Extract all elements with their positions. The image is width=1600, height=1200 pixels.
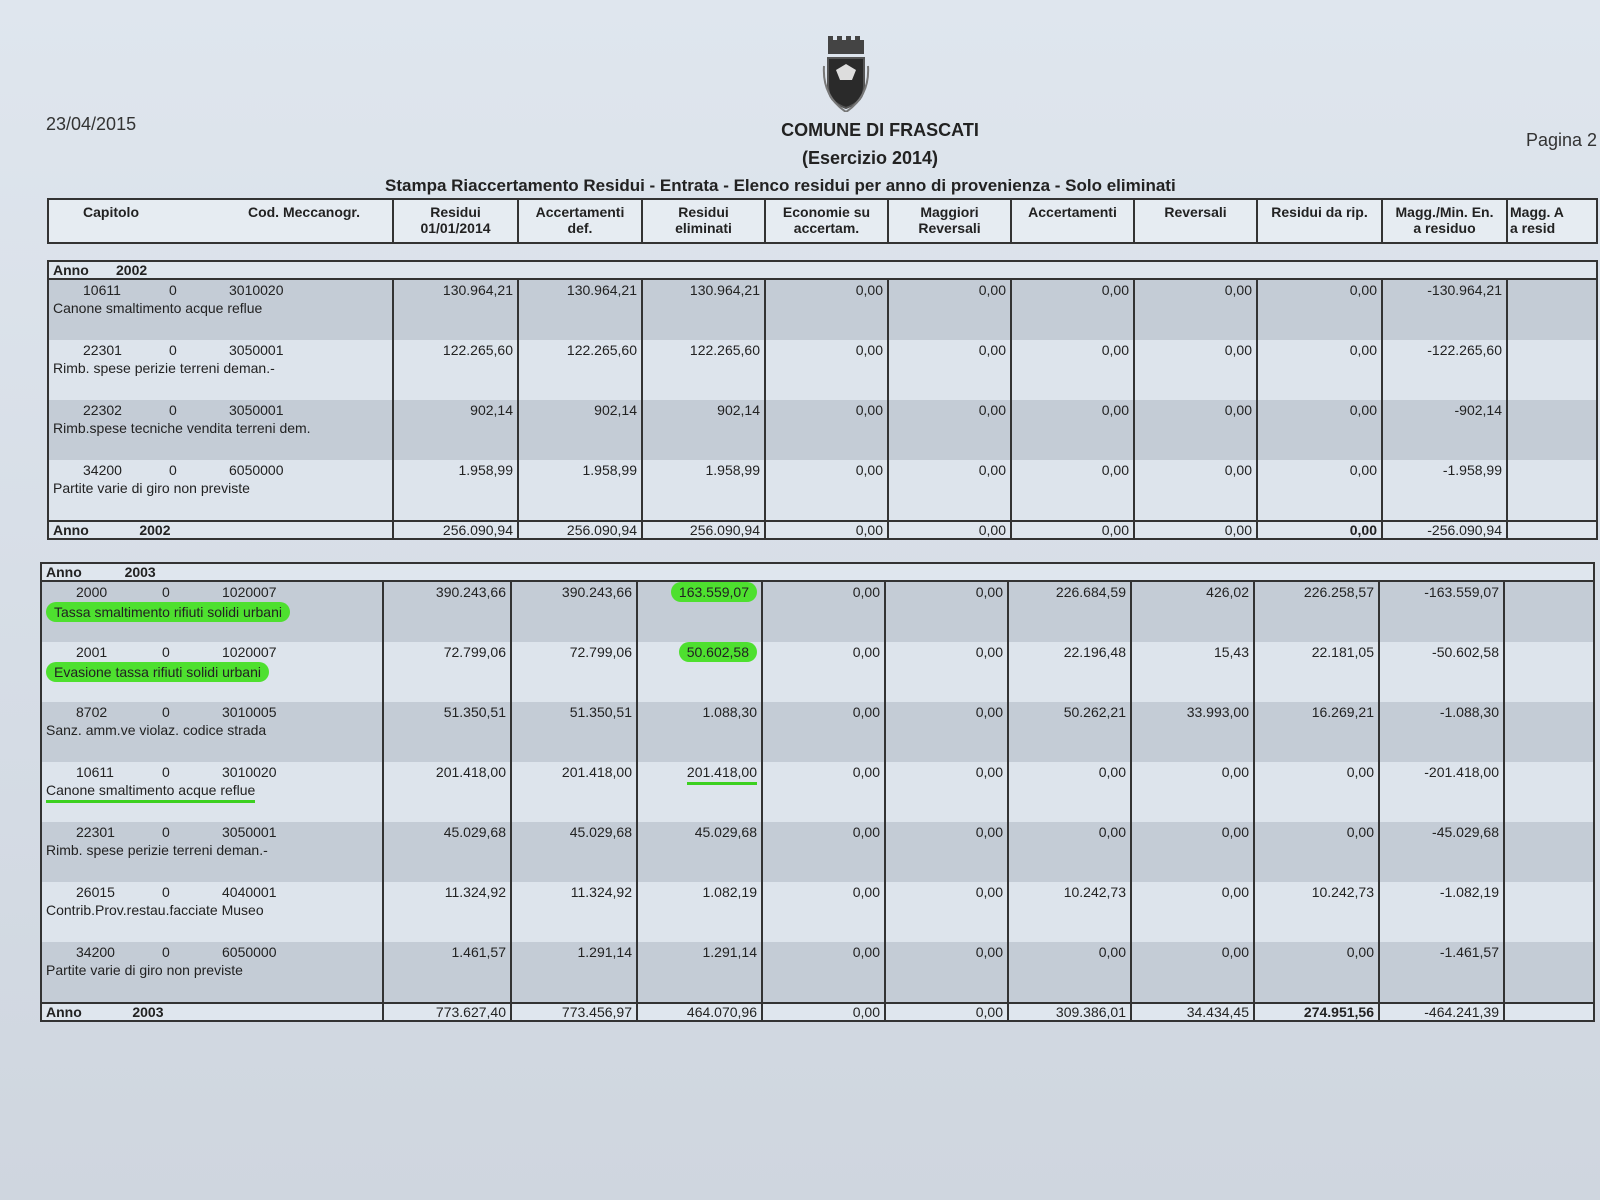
cell-res-rip: 0,00 (1254, 762, 1379, 822)
cell-acc-def: 390.243,66 (511, 581, 637, 642)
cell-maggiori: 0,00 (885, 642, 1008, 702)
underlined-description: Canone smaltimento acque reflue (46, 782, 255, 803)
cell-reversali: 0,00 (1131, 762, 1254, 822)
cell-maggiori: 0,00 (885, 822, 1008, 882)
cell-magg-min: -1.461,57 (1379, 942, 1504, 1003)
cell-maggiori: 0,00 (888, 279, 1011, 340)
cell-magg-min: -50.602,58 (1379, 642, 1504, 702)
cell-economie: 0,00 (762, 581, 885, 642)
cell-residui: 201.418,00 (383, 762, 511, 822)
cell-residui: 902,14 (393, 400, 518, 460)
cell-acc-def: 130.964,21 (518, 279, 642, 340)
capitolo-code: 34200 (83, 462, 122, 478)
cell-reversali: 0,00 (1134, 460, 1257, 521)
cell-acc-def: 51.350,51 (511, 702, 637, 762)
total-magg-min: -256.090,94 (1382, 521, 1507, 539)
cell-magg-min: -163.559,07 (1379, 581, 1504, 642)
mechanographic-code: 3010005 (222, 704, 277, 720)
table-row (48, 279, 1597, 340)
cell-accertamenti: 0,00 (1011, 460, 1134, 521)
cell-maggiori: 0,00 (885, 882, 1008, 942)
group-total-row (41, 1003, 1594, 1021)
cell-reversali: 0,00 (1131, 882, 1254, 942)
total-reversali: 0,00 (1134, 521, 1257, 539)
group-header (48, 261, 1597, 279)
cell-res-rip: 0,00 (1257, 340, 1382, 400)
cell-acc-def: 1.291,14 (511, 942, 637, 1003)
cell-magg-min: -902,14 (1382, 400, 1507, 460)
capitolo-code: 2000 (76, 584, 108, 600)
group-label: Anno (53, 262, 89, 278)
table-row (41, 581, 1594, 642)
cell-res-rip: 0,00 (1257, 400, 1382, 460)
mechanographic-code: 3050001 (229, 402, 284, 418)
total-maggiori: 0,00 (888, 521, 1011, 539)
total-acc-def: 773.456,97 (511, 1003, 637, 1021)
cell-economie: 0,00 (762, 942, 885, 1003)
cell-economie: 0,00 (765, 279, 888, 340)
cell-accertamenti: 50.262,21 (1008, 702, 1131, 762)
header-residui-eliminati: Residui eliminati (642, 199, 765, 243)
highlighted-description: Tassa smaltimento rifiuti solidi urbani (46, 602, 290, 622)
header-capitolo (48, 199, 393, 243)
article-code: 0 (169, 462, 177, 478)
cell-acc-def: 72.799,06 (511, 642, 637, 702)
cell-acc-def: 1.958,99 (518, 460, 642, 521)
cell-reversali: 0,00 (1134, 279, 1257, 340)
total-accertamenti: 309.386,01 (1008, 1003, 1131, 1021)
row-description: Rimb.spese tecniche vendita terreni dem. (53, 420, 311, 436)
highlighted-description: Evasione tassa rifiuti solidi urbani (46, 662, 269, 682)
cell-res-rip: 0,00 (1257, 460, 1382, 521)
total-res-elim: 464.070,96 (637, 1003, 762, 1021)
cell-acc-def: 122.265,60 (518, 340, 642, 400)
group-table-2003 (40, 562, 1595, 1022)
article-code: 0 (162, 824, 170, 840)
header-acc-def: Accertamenti def. (518, 199, 642, 243)
header-accertamenti: Accertamenti (1011, 199, 1134, 243)
total-residui: 256.090,94 (393, 521, 518, 539)
cell-residui: 1.461,57 (383, 942, 511, 1003)
total-economie: 0,00 (762, 1003, 885, 1021)
table-row (41, 942, 1594, 1003)
article-code: 0 (169, 282, 177, 298)
capitolo-code: 10611 (83, 282, 121, 298)
cell-res-elim: 1.958,99 (642, 460, 765, 521)
cell-magg-min: -45.029,68 (1379, 822, 1504, 882)
total-year: 2002 (139, 522, 171, 538)
cell-acc-def: 902,14 (518, 400, 642, 460)
cell-residui: 130.964,21 (393, 279, 518, 340)
article-code: 0 (169, 342, 177, 358)
capitolo-code: 34200 (76, 944, 115, 960)
cell-reversali: 33.993,00 (1131, 702, 1254, 762)
cell-res-elim: 1.088,30 (637, 702, 762, 762)
capitolo-code: 22301 (83, 342, 122, 358)
table-row (48, 400, 1597, 460)
capitolo-code: 22302 (83, 402, 122, 418)
article-code: 0 (162, 944, 170, 960)
cell-maggiori: 0,00 (885, 702, 1008, 762)
cell-magg-min: -1.958,99 (1382, 460, 1507, 521)
row-description: Sanz. amm.ve violaz. codice strada (46, 722, 267, 738)
table-row (41, 822, 1594, 882)
article-code: 0 (169, 402, 177, 418)
cell-res-rip: 16.269,21 (1254, 702, 1379, 762)
table-row (41, 762, 1594, 822)
mechanographic-code: 3050001 (229, 342, 284, 358)
group-header (41, 563, 1594, 581)
total-accertamenti: 0,00 (1011, 521, 1134, 539)
cell-maggiori: 0,00 (888, 340, 1011, 400)
cell-maggiori: 0,00 (888, 460, 1011, 521)
capitolo-code: 10611 (76, 764, 114, 780)
row-description: Partite varie di giro non previste (46, 962, 243, 978)
page-number: Pagina 2 (1526, 130, 1598, 150)
cell-residui: 390.243,66 (383, 581, 511, 642)
cell-accertamenti: 0,00 (1008, 822, 1131, 882)
table-row (48, 460, 1597, 521)
capitolo-code: 22301 (76, 824, 115, 840)
header-cod-meccanogr: Cod. Meccanogr. (247, 204, 360, 220)
cell-reversali: 426,02 (1131, 581, 1254, 642)
total-res-rip: 0,00 (1257, 521, 1382, 539)
cell-economie: 0,00 (762, 882, 885, 942)
article-code: 0 (162, 704, 170, 720)
row-description: Partite varie di giro non previste (53, 480, 250, 496)
total-label: Anno (46, 1004, 82, 1020)
row-description: Rimb. spese perizie terreni deman.- (46, 842, 268, 858)
total-acc-def: 256.090,94 (518, 521, 642, 539)
print-date: 23/04/2015 (46, 114, 137, 134)
cell-res-elim: 130.964,21 (642, 279, 765, 340)
column-header-table (47, 198, 1598, 244)
cell-res-elim: 45.029,68 (637, 822, 762, 882)
row-description: Canone smaltimento acque reflue (53, 300, 263, 316)
cell-res-elim: 1.291,14 (637, 942, 762, 1003)
cell-magg-min: -130.964,21 (1382, 279, 1507, 340)
table-row (48, 340, 1597, 400)
cell-res-elim: 902,14 (642, 400, 765, 460)
cell-res-elim: 122.265,60 (642, 340, 765, 400)
cell-accertamenti: 0,00 (1011, 340, 1134, 400)
total-year: 2003 (132, 1004, 164, 1020)
cell-maggiori: 0,00 (888, 400, 1011, 460)
cell-accertamenti: 0,00 (1008, 762, 1131, 822)
highlighted-res-elim: 163.559,07 (671, 582, 757, 602)
cell-reversali: 0,00 (1131, 942, 1254, 1003)
total-res-rip: 274.951,56 (1254, 1003, 1379, 1021)
total-magg-min: -464.241,39 (1379, 1003, 1504, 1021)
table-row (41, 702, 1594, 762)
cell-accertamenti: 0,00 (1011, 279, 1134, 340)
mechanographic-code: 3050001 (222, 824, 277, 840)
cell-economie: 0,00 (762, 702, 885, 762)
group-year: 2002 (116, 262, 148, 278)
cell-reversali: 15,43 (1131, 642, 1254, 702)
cell-residui: 11.324,92 (383, 882, 511, 942)
cell-magg-min: -122.265,60 (1382, 340, 1507, 400)
cell-residui: 122.265,60 (393, 340, 518, 400)
cell-economie: 0,00 (762, 762, 885, 822)
table-row (41, 642, 1594, 702)
header-reversali: Reversali (1134, 199, 1257, 243)
cell-residui: 45.029,68 (383, 822, 511, 882)
cell-res-rip: 226.258,57 (1254, 581, 1379, 642)
cell-residui: 72.799,06 (383, 642, 511, 702)
mechanographic-code: 6050000 (229, 462, 284, 478)
cell-magg-min: -1.082,19 (1379, 882, 1504, 942)
cell-residui: 1.958,99 (393, 460, 518, 521)
cell-res-rip: 0,00 (1257, 279, 1382, 340)
header-maggiori-reversali: Maggiori Reversali (888, 199, 1011, 243)
group-table-2002 (47, 260, 1598, 540)
cell-magg-min: -201.418,00 (1379, 762, 1504, 822)
cell-maggiori: 0,00 (885, 762, 1008, 822)
mechanographic-code: 6050000 (222, 944, 277, 960)
header-economie: Economie su accertam. (765, 199, 888, 243)
cell-maggiori: 0,00 (885, 581, 1008, 642)
article-code: 0 (162, 764, 170, 780)
cell-accertamenti: 10.242,73 (1008, 882, 1131, 942)
group-label: Anno (46, 564, 82, 580)
capitolo-code: 2001 (76, 644, 108, 660)
cell-reversali: 0,00 (1134, 400, 1257, 460)
cell-res-rip: 0,00 (1254, 822, 1379, 882)
header-residui: Residui 01/01/2014 (393, 199, 518, 243)
capitolo-code: 8702 (76, 704, 108, 720)
cell-maggiori: 0,00 (885, 942, 1008, 1003)
cell-economie: 0,00 (765, 400, 888, 460)
header-magg-a: Magg. A a resid (1507, 199, 1597, 243)
total-reversali: 34.434,45 (1131, 1003, 1254, 1021)
cell-reversali: 0,00 (1131, 822, 1254, 882)
header-capitolo-label: Capitolo (83, 204, 139, 220)
total-maggiori: 0,00 (885, 1003, 1008, 1021)
mechanographic-code: 1020007 (222, 644, 277, 660)
cell-reversali: 0,00 (1134, 340, 1257, 400)
row-description: Rimb. spese perizie terreni deman.- (53, 360, 275, 376)
cell-magg-min: -1.088,30 (1379, 702, 1504, 762)
mechanographic-code: 3010020 (229, 282, 284, 298)
mechanographic-code: 1020007 (222, 584, 277, 600)
mechanographic-code: 4040001 (222, 884, 277, 900)
coat-of-arms-icon (822, 36, 870, 112)
total-label: Anno (53, 522, 89, 538)
cell-accertamenti: 22.196,48 (1008, 642, 1131, 702)
table-row (41, 882, 1594, 942)
article-code: 0 (162, 884, 170, 900)
cell-acc-def: 201.418,00 (511, 762, 637, 822)
cell-res-rip: 0,00 (1254, 942, 1379, 1003)
cell-economie: 0,00 (762, 642, 885, 702)
total-economie: 0,00 (765, 521, 888, 539)
mechanographic-code: 3010020 (222, 764, 277, 780)
cell-res-elim: 1.082,19 (637, 882, 762, 942)
cell-accertamenti: 0,00 (1011, 400, 1134, 460)
cell-accertamenti: 226.684,59 (1008, 581, 1131, 642)
cell-accertamenti: 0,00 (1008, 942, 1131, 1003)
total-res-elim: 256.090,94 (642, 521, 765, 539)
fiscal-year: (Esercizio 2014) (801, 148, 939, 168)
total-residui: 773.627,40 (383, 1003, 511, 1021)
report-title: Stampa Riaccertamento Residui - Entrata - Elenco residui per anno di provenienza - Solo eliminati (385, 176, 1176, 195)
article-code: 0 (162, 584, 170, 600)
cell-economie: 0,00 (762, 822, 885, 882)
header-magg-min: Magg./Min. En. a residuo (1382, 199, 1507, 243)
entity-name: COMUNE DI FRASCATI (781, 120, 979, 140)
cell-res-rip: 10.242,73 (1254, 882, 1379, 942)
cell-acc-def: 11.324,92 (511, 882, 637, 942)
group-total-row (48, 521, 1597, 539)
header-residui-rip: Residui da rip. (1257, 199, 1382, 243)
cell-economie: 0,00 (765, 460, 888, 521)
row-description: Contrib.Prov.restau.facciate Museo (46, 902, 264, 918)
highlighted-res-elim: 50.602,58 (679, 642, 757, 662)
cell-acc-def: 45.029,68 (511, 822, 637, 882)
capitolo-code: 26015 (76, 884, 115, 900)
cell-res-rip: 22.181,05 (1254, 642, 1379, 702)
underlined-res-elim: 201.418,00 (687, 764, 757, 785)
cell-economie: 0,00 (765, 340, 888, 400)
cell-residui: 51.350,51 (383, 702, 511, 762)
group-year: 2003 (124, 564, 156, 580)
article-code: 0 (162, 644, 170, 660)
